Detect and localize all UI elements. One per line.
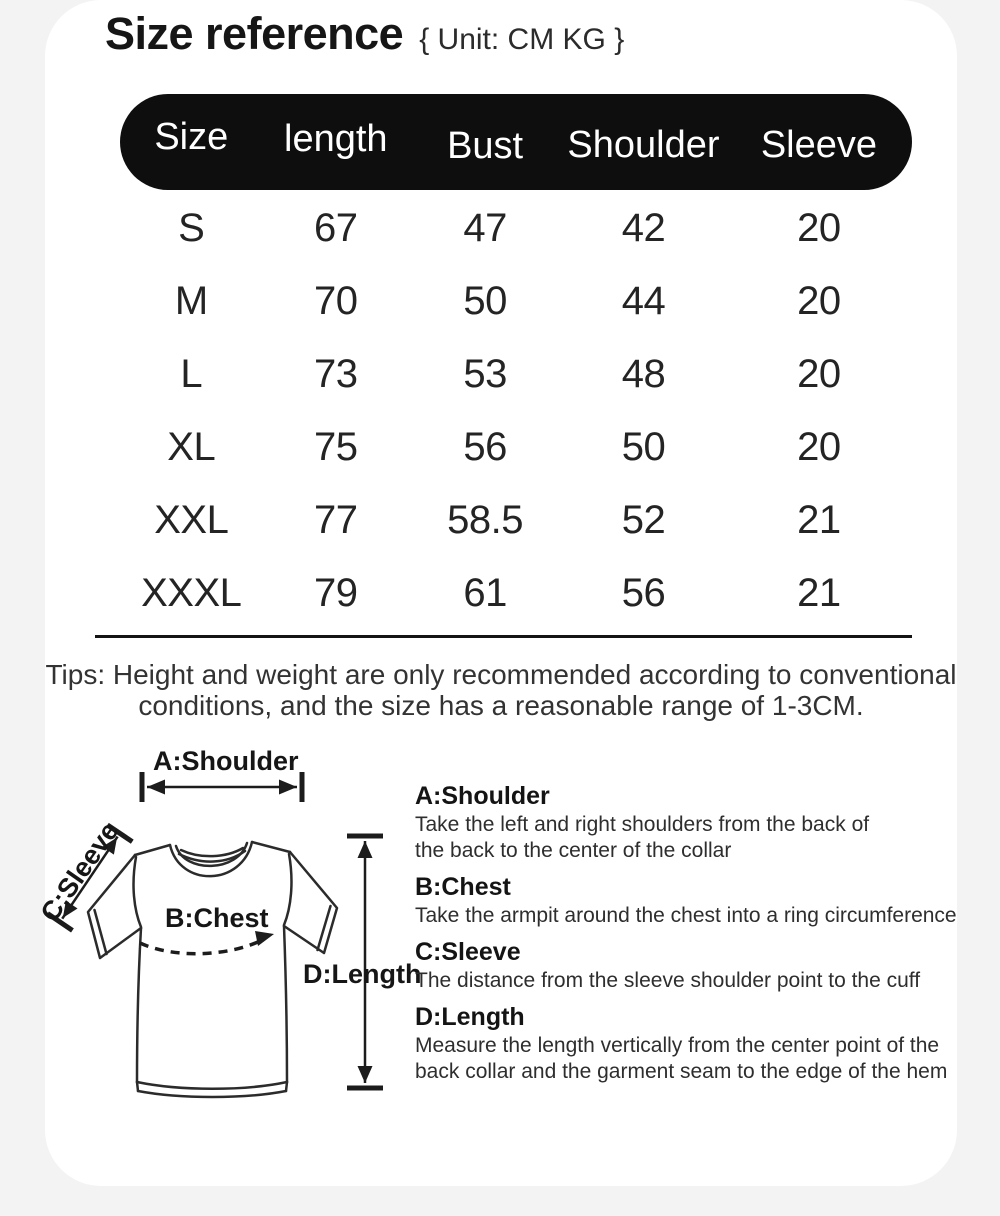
table-row	[120, 411, 912, 484]
table-row	[120, 338, 912, 411]
size-table-cell: 44	[621, 279, 666, 323]
size-table-cell: 20	[797, 206, 841, 250]
diagram-chest-label: B:Chest	[165, 903, 269, 933]
size-table-body	[120, 192, 912, 630]
size-reference-card	[34, 0, 957, 1186]
table-row	[120, 557, 912, 630]
size-table-cell: L	[180, 352, 203, 396]
size-table-cell: 56	[463, 425, 507, 469]
diagram-length-label: D:Length	[303, 959, 422, 989]
diagram-sleeve-label: C:Sleeve	[34, 816, 125, 928]
size-table-cell: 70	[314, 279, 358, 323]
measurement-note	[415, 1004, 960, 1085]
size-table-cell: 52	[621, 498, 666, 542]
page-title: Size reference	[105, 8, 404, 59]
unit-note: { Unit: CM KG }	[419, 23, 625, 56]
measurement-notes	[415, 783, 960, 1095]
size-table-cell: 58.5	[447, 498, 524, 542]
table-row	[120, 484, 912, 557]
measurement-desc-line: Take the left and right shoulders from the back of	[415, 813, 870, 836]
size-table-header-cell: length	[284, 117, 388, 160]
measurement-note	[415, 874, 960, 929]
size-table-cell: XXXL	[141, 571, 242, 615]
tips-line: conditions, and the size has a reasonable range of 1-3CM.	[138, 690, 864, 721]
size-table-cell: 77	[314, 498, 358, 542]
measurement-title: A:Shoulder	[415, 782, 550, 810]
size-table-cell: S	[178, 206, 205, 250]
size-table-cell: 56	[621, 571, 666, 615]
size-table-header-cell: Bust	[447, 124, 524, 167]
measurement-title: B:Chest	[415, 873, 511, 901]
tips-line: Tips: Height and weight are only recommended according to conventional	[45, 659, 957, 690]
size-table-cell: 75	[314, 425, 358, 469]
size-table-cell: 21	[797, 498, 841, 542]
measurement-desc-line: Take the armpit around the chest into a ring circumference	[415, 904, 957, 927]
size-table-header-cell: Size	[154, 115, 229, 158]
measurement-title: D:Length	[415, 1003, 525, 1031]
tshirt-measurement-diagram	[34, 740, 425, 1116]
size-table-cell: 53	[463, 352, 507, 396]
tshirt-outline-icon	[88, 842, 337, 1097]
size-table-cell: 20	[797, 425, 841, 469]
size-table-cell: 20	[797, 352, 841, 396]
table-row	[120, 192, 912, 265]
size-table-cell: 73	[314, 352, 358, 396]
size-table-cell: 50	[463, 279, 507, 323]
size-table-cell: 67	[314, 206, 358, 250]
size-table-header-cell: Sleeve	[760, 123, 878, 166]
size-table-header-row	[120, 94, 912, 190]
size-table-cell: 47	[463, 206, 507, 250]
measurement-note	[415, 939, 960, 994]
size-table-cell: 50	[621, 425, 666, 469]
measurement-desc-line: Measure the length vertically from the center point of the	[415, 1034, 940, 1057]
measurement-desc-line: the back to the center of the collar	[415, 839, 732, 862]
size-table-cell: XL	[167, 425, 216, 469]
measurement-desc-line: back collar and the garment seam to the edge of the hem	[415, 1060, 948, 1083]
measurement-desc-line: The distance from the sleeve shoulder point to the cuff	[415, 969, 921, 992]
size-table-cell: 42	[621, 206, 666, 250]
measurement-note	[415, 783, 960, 864]
size-table-cell: 48	[621, 352, 666, 396]
size-table-cell: 61	[463, 571, 507, 615]
table-row	[120, 265, 912, 338]
divider-line	[95, 635, 912, 638]
diagram-shoulder-label: A:Shoulder	[153, 746, 299, 776]
measurement-title: C:Sleeve	[415, 938, 521, 966]
tips-note	[45, 659, 957, 721]
size-table-cell: 20	[797, 279, 841, 323]
page-title-row	[105, 8, 624, 60]
size-table-cell: XXL	[154, 498, 229, 542]
size-table-cell: 79	[314, 571, 358, 615]
size-table-cell: 21	[797, 571, 841, 615]
size-table-header-cell: Shoulder	[567, 123, 720, 166]
size-table-cell: M	[174, 279, 208, 323]
chest-arrow-icon	[140, 931, 274, 954]
